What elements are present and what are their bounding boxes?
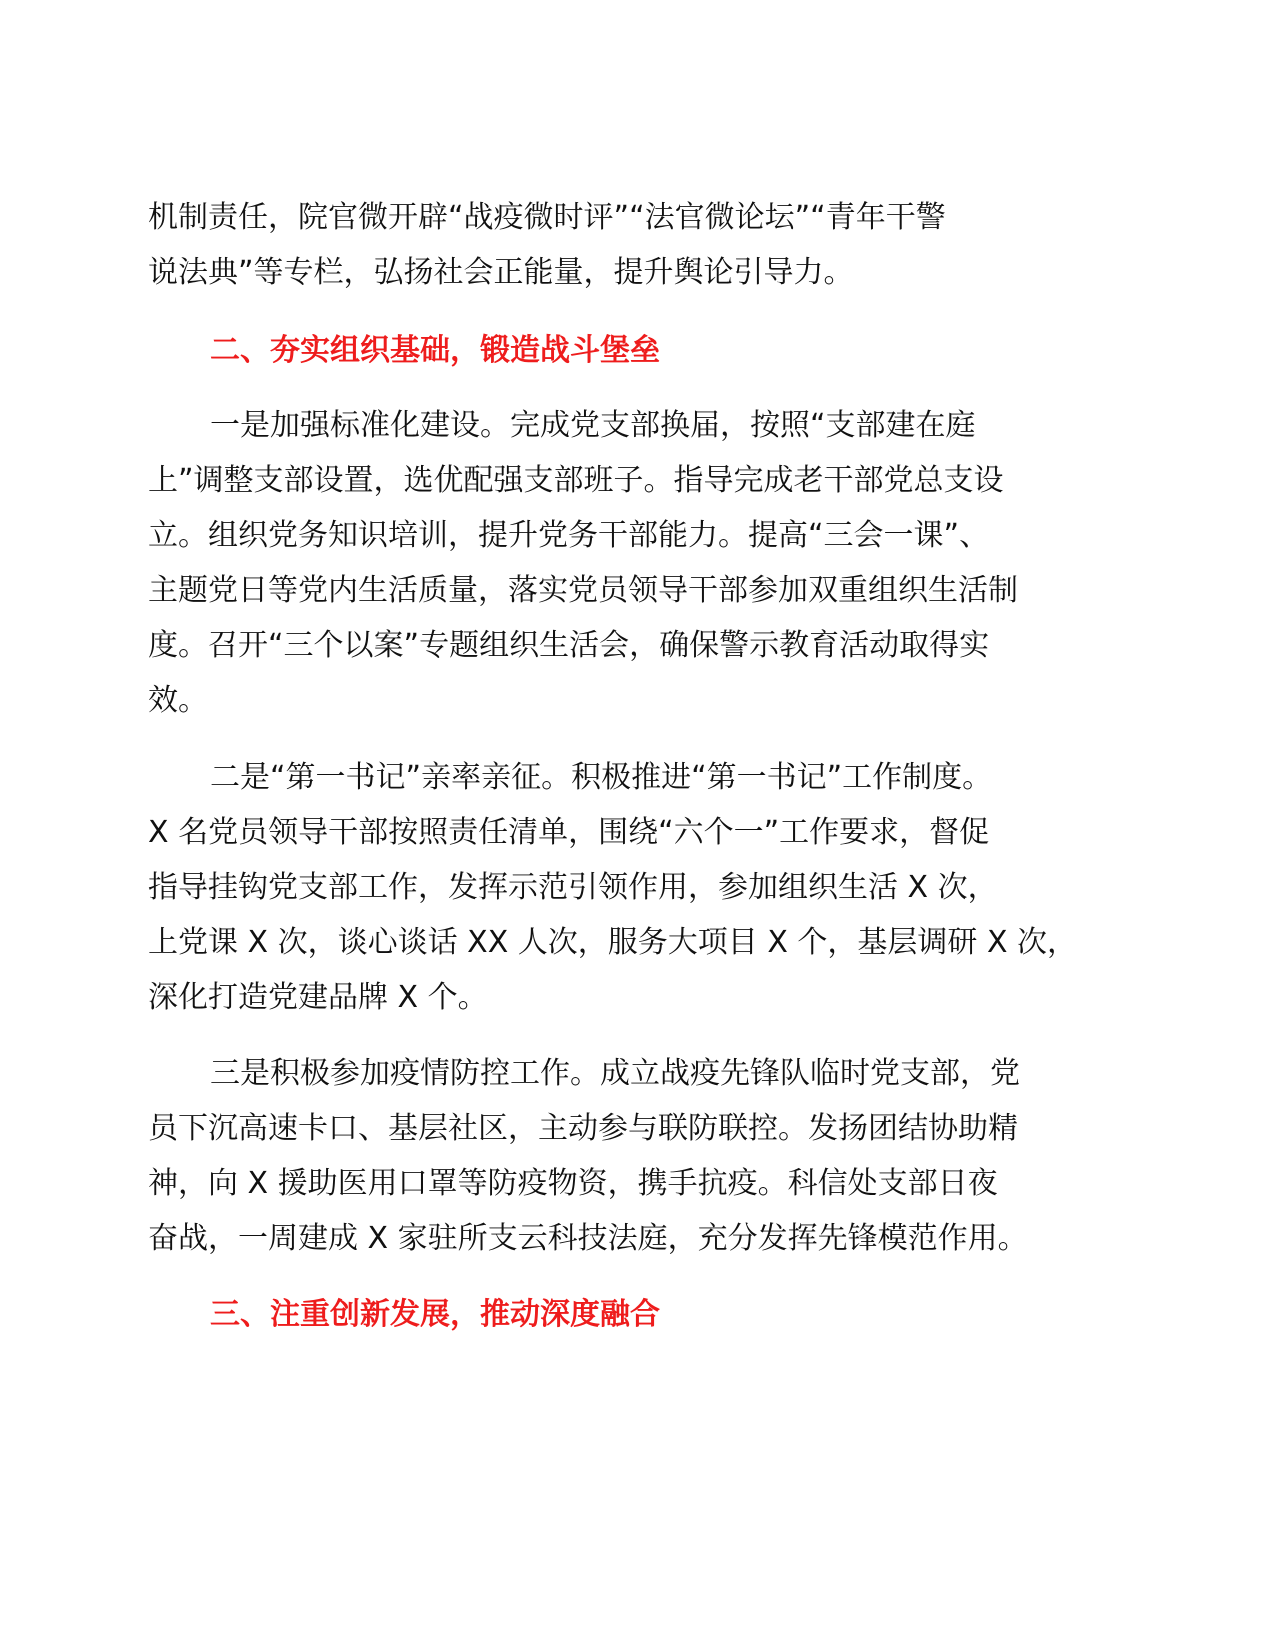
text-line: 立。组织党务知识培训，提升党务干部能力。提高“三会一课”、 xyxy=(148,518,990,553)
text-line: 主题党日等党内生活质量，落实党员领导干部参加双重组织生活制 xyxy=(148,573,1018,608)
paragraph-standardization xyxy=(148,398,1098,728)
paragraph-epidemic-control xyxy=(148,1046,1098,1266)
text-line: 上党课 X 次，谈心谈话 XX 人次，服务大项目 X 个，基层调研 X 次， xyxy=(148,925,1078,960)
paragraph-continued xyxy=(148,190,1098,300)
text-line: 神，向 X 援助医用口罩等防疫物资，携手抗疫。科信处支部日夜 xyxy=(148,1166,998,1201)
text-line: 机制责任，院官微开辟“战疫微时评”“法官微论坛”“青年干警 xyxy=(148,200,946,235)
section-heading-3: 三、注重创新发展，推动深度融合 xyxy=(210,1297,660,1332)
text-line: 三是积极参加疫情防控工作。成立战疫先锋队临时党支部，党 xyxy=(210,1056,1020,1091)
text-line: 说法典”等专栏，弘扬社会正能量，提升舆论引导力。 xyxy=(148,255,854,290)
text-line: 奋战，一周建成 X 家驻所支云科技法庭，充分发挥先锋模范作用。 xyxy=(148,1221,1028,1256)
text-line: 深化打造党建品牌 X 个。 xyxy=(148,980,488,1015)
section-heading-2: 二、夯实组织基础，锻造战斗堡垒 xyxy=(210,333,660,368)
text-line: X 名党员领导干部按照责任清单，围绕“六个一”工作要求，督促 xyxy=(148,815,990,850)
text-line: 二是“第一书记”亲率亲征。积极推进“第一书记”工作制度。 xyxy=(210,760,993,795)
text-line: 员下沉高速卡口、基层社区，主动参与联防联控。发扬团结协助精 xyxy=(148,1111,1018,1146)
text-line: 指导挂钩党支部工作，发挥示范引领作用，参加组织生活 X 次， xyxy=(148,870,998,905)
text-line: 一是加强标准化建设。完成党支部换届，按照“支部建在庭 xyxy=(210,408,976,443)
text-line: 效。 xyxy=(148,683,208,718)
paragraph-first-secretary xyxy=(148,750,1098,1025)
text-line: 度。召开“三个以案”专题组织生活会，确保警示教育活动取得实 xyxy=(148,628,990,663)
text-line: 上”调整支部设置，选优配强支部班子。指导完成老干部党总支设 xyxy=(148,463,1004,498)
